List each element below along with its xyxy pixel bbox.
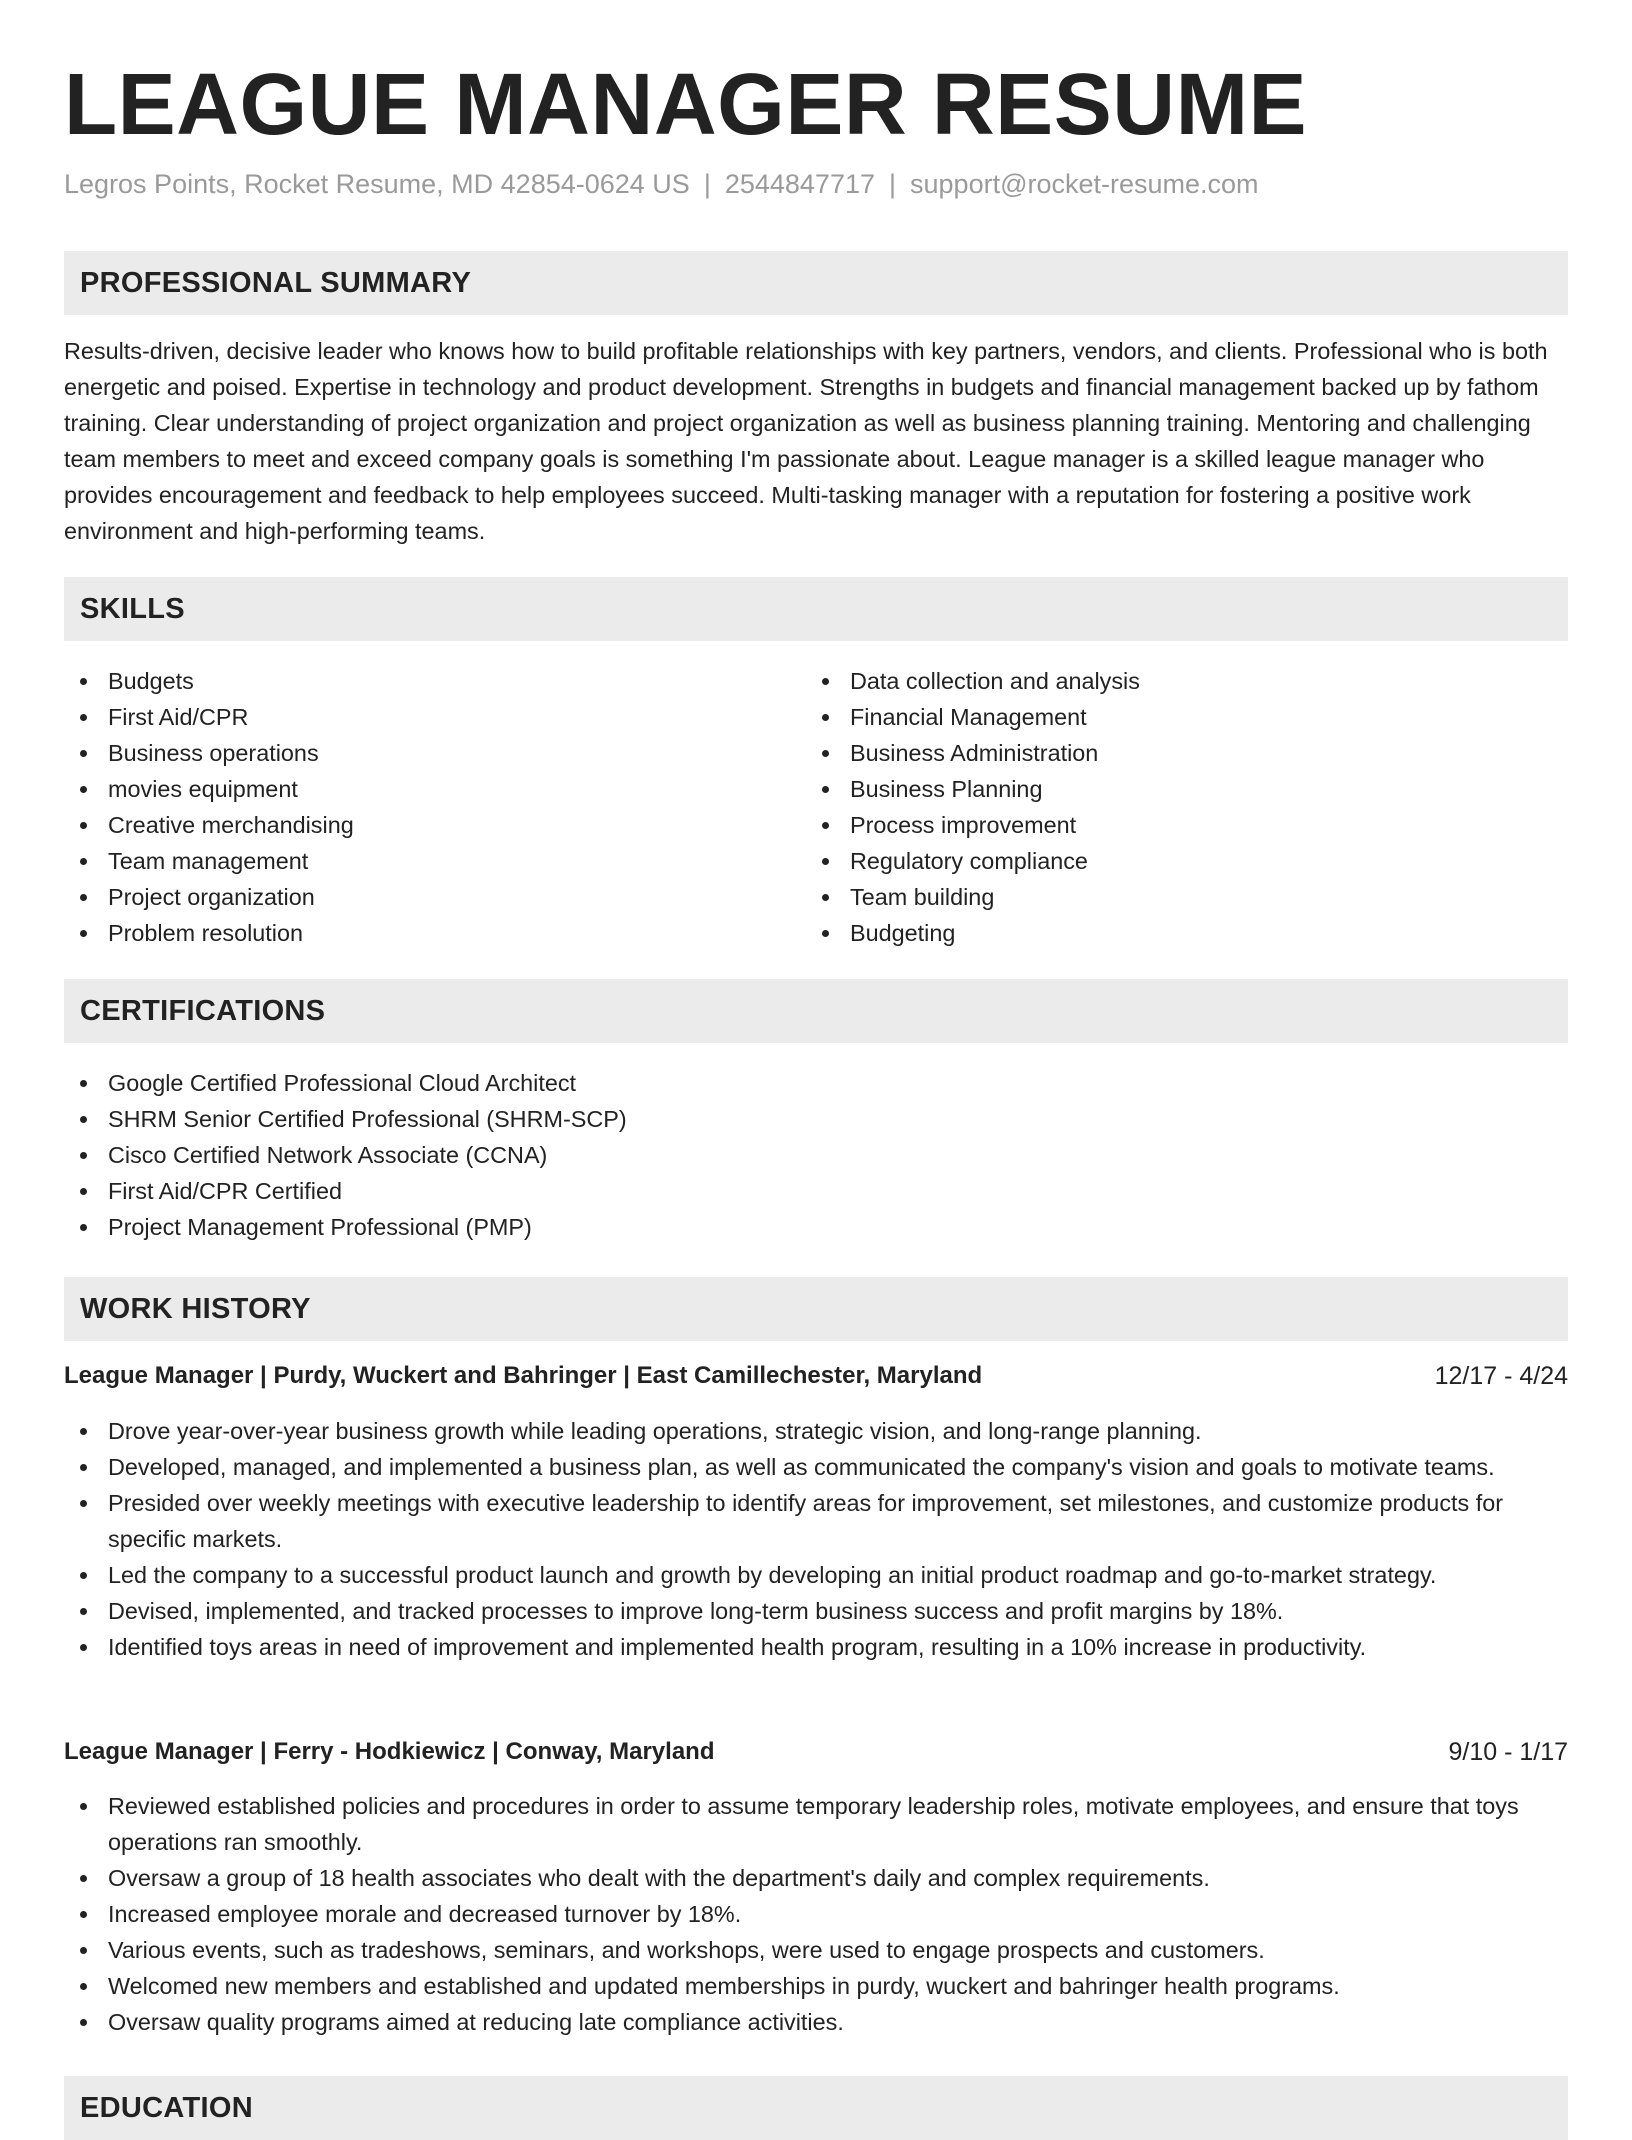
contact-email: support@rocket-resume.com [910, 169, 1259, 199]
skill-item: Data collection and analysis [806, 663, 1546, 699]
skills-list-right [806, 663, 1546, 951]
skill-item: Business Administration [806, 735, 1546, 771]
job-bullet: Oversaw a group of 18 health associates who dealt with the department's daily and complex requirements. [64, 1860, 1568, 1896]
job-bullet: Various events, such as tradeshows, seminars, and workshops, were used to engage prospects and customers. [64, 1932, 1568, 1968]
skill-item: Project organization [64, 879, 804, 915]
job-title: League Manager | Purdy, Wuckert and Bahringer | East Camillechester, Maryland [64, 1362, 983, 1389]
job-bullet: Oversaw quality programs aimed at reducing late compliance activities. [64, 2004, 1568, 2040]
certification-item: Google Certified Professional Cloud Architect [64, 1065, 1568, 1101]
skill-item: Business operations [64, 735, 804, 771]
job-bullet: Developed, managed, and implemented a business plan, as well as communicated the company's vision and goals to motivate teams. [64, 1449, 1568, 1485]
section-heading-education: EDUCATION [64, 2076, 1568, 2140]
skill-item: Team building [806, 879, 1546, 915]
job-bullet: Led the company to a successful product launch and growth by developing an initial product roadmap and go-to-market strategy. [64, 1557, 1568, 1593]
skill-item: Financial Management [806, 699, 1546, 735]
certifications-list [64, 1065, 1568, 1245]
skill-item: movies equipment [64, 771, 804, 807]
skill-item: Business Planning [806, 771, 1546, 807]
job-bullet: Presided over weekly meetings with executive leadership to identify areas for improvement, set milestones, and customize products for specific markets. [64, 1485, 1568, 1557]
skill-item: Budgets [64, 663, 804, 699]
skills-list-left [64, 663, 804, 951]
job-header [64, 1358, 1568, 1394]
contact-line [64, 166, 1259, 202]
contact-separator: | [703, 169, 711, 199]
skill-item: Regulatory compliance [806, 843, 1546, 879]
job-dates: 9/10 - 1/17 [1448, 1738, 1568, 1766]
summary-text: Results-driven, decisive leader who knows how to build profitable relationships with key partners, vendors, and clients. Professional who is both energetic and poised. Expertise in technology and product development. Strengths in budgets and financial management backed up by fathom training. Clear understanding of project organization and project organization as well as business planning training. Mentoring and challenging team members to meet and exceed company goals is something I'm passionate about. League manager is a skilled league manager who provides encouragement and feedback to help employees succeed. Multi-tasking manager with a reputation for fostering a positive work environment and high-performing teams. [64, 338, 1548, 544]
certification-item: Cisco Certified Network Associate (CCNA) [64, 1137, 1568, 1173]
job-bullets [64, 1413, 1568, 1665]
job-dates: 12/17 - 4/24 [1434, 1362, 1568, 1390]
skill-item: Process improvement [806, 807, 1546, 843]
job-bullets [64, 1788, 1568, 2040]
section-heading-work-history: WORK HISTORY [64, 1277, 1568, 1341]
job-bullet: Drove year-over-year business growth while leading operations, strategic vision, and long-range planning. [64, 1413, 1568, 1449]
skill-item: Problem resolution [64, 915, 804, 951]
contact-phone: 2544847717 [724, 169, 875, 199]
certification-item: SHRM Senior Certified Professional (SHRM-SCP) [64, 1101, 1568, 1137]
job-title: League Manager | Ferry - Hodkiewicz | Conway, Maryland [64, 1738, 715, 1765]
job-bullet: Welcomed new members and established and updated memberships in purdy, wuckert and bahringer health programs. [64, 1968, 1568, 2004]
job-bullet: Reviewed established policies and procedures in order to assume temporary leadership roles, motivate employees, and ensure that toys operations ran smoothly. [64, 1788, 1568, 1860]
certification-item: Project Management Professional (PMP) [64, 1209, 1568, 1245]
contact-separator: | [889, 169, 897, 199]
skill-item: Team management [64, 843, 804, 879]
skill-item: Budgeting [806, 915, 1546, 951]
job-header [64, 1734, 1568, 1770]
contact-address: Legros Points, Rocket Resume, MD 42854-0624 US [64, 169, 690, 199]
skill-item: Creative merchandising [64, 807, 804, 843]
job-bullet: Increased employee morale and decreased turnover by 18%. [64, 1896, 1568, 1932]
section-heading-certifications: CERTIFICATIONS [64, 979, 1568, 1043]
skill-item: First Aid/CPR [64, 699, 804, 735]
section-heading-summary: PROFESSIONAL SUMMARY [64, 251, 1568, 315]
job-bullet: Identified toys areas in need of improvement and implemented health program, resulting in a 10% increase in productivity. [64, 1629, 1568, 1665]
certification-item: First Aid/CPR Certified [64, 1173, 1568, 1209]
job-bullet: Devised, implemented, and tracked processes to improve long-term business success and profit margins by 18%. [64, 1593, 1568, 1629]
resume-title: LEAGUE MANAGER RESUME [64, 56, 1308, 153]
section-heading-skills: SKILLS [64, 577, 1568, 641]
